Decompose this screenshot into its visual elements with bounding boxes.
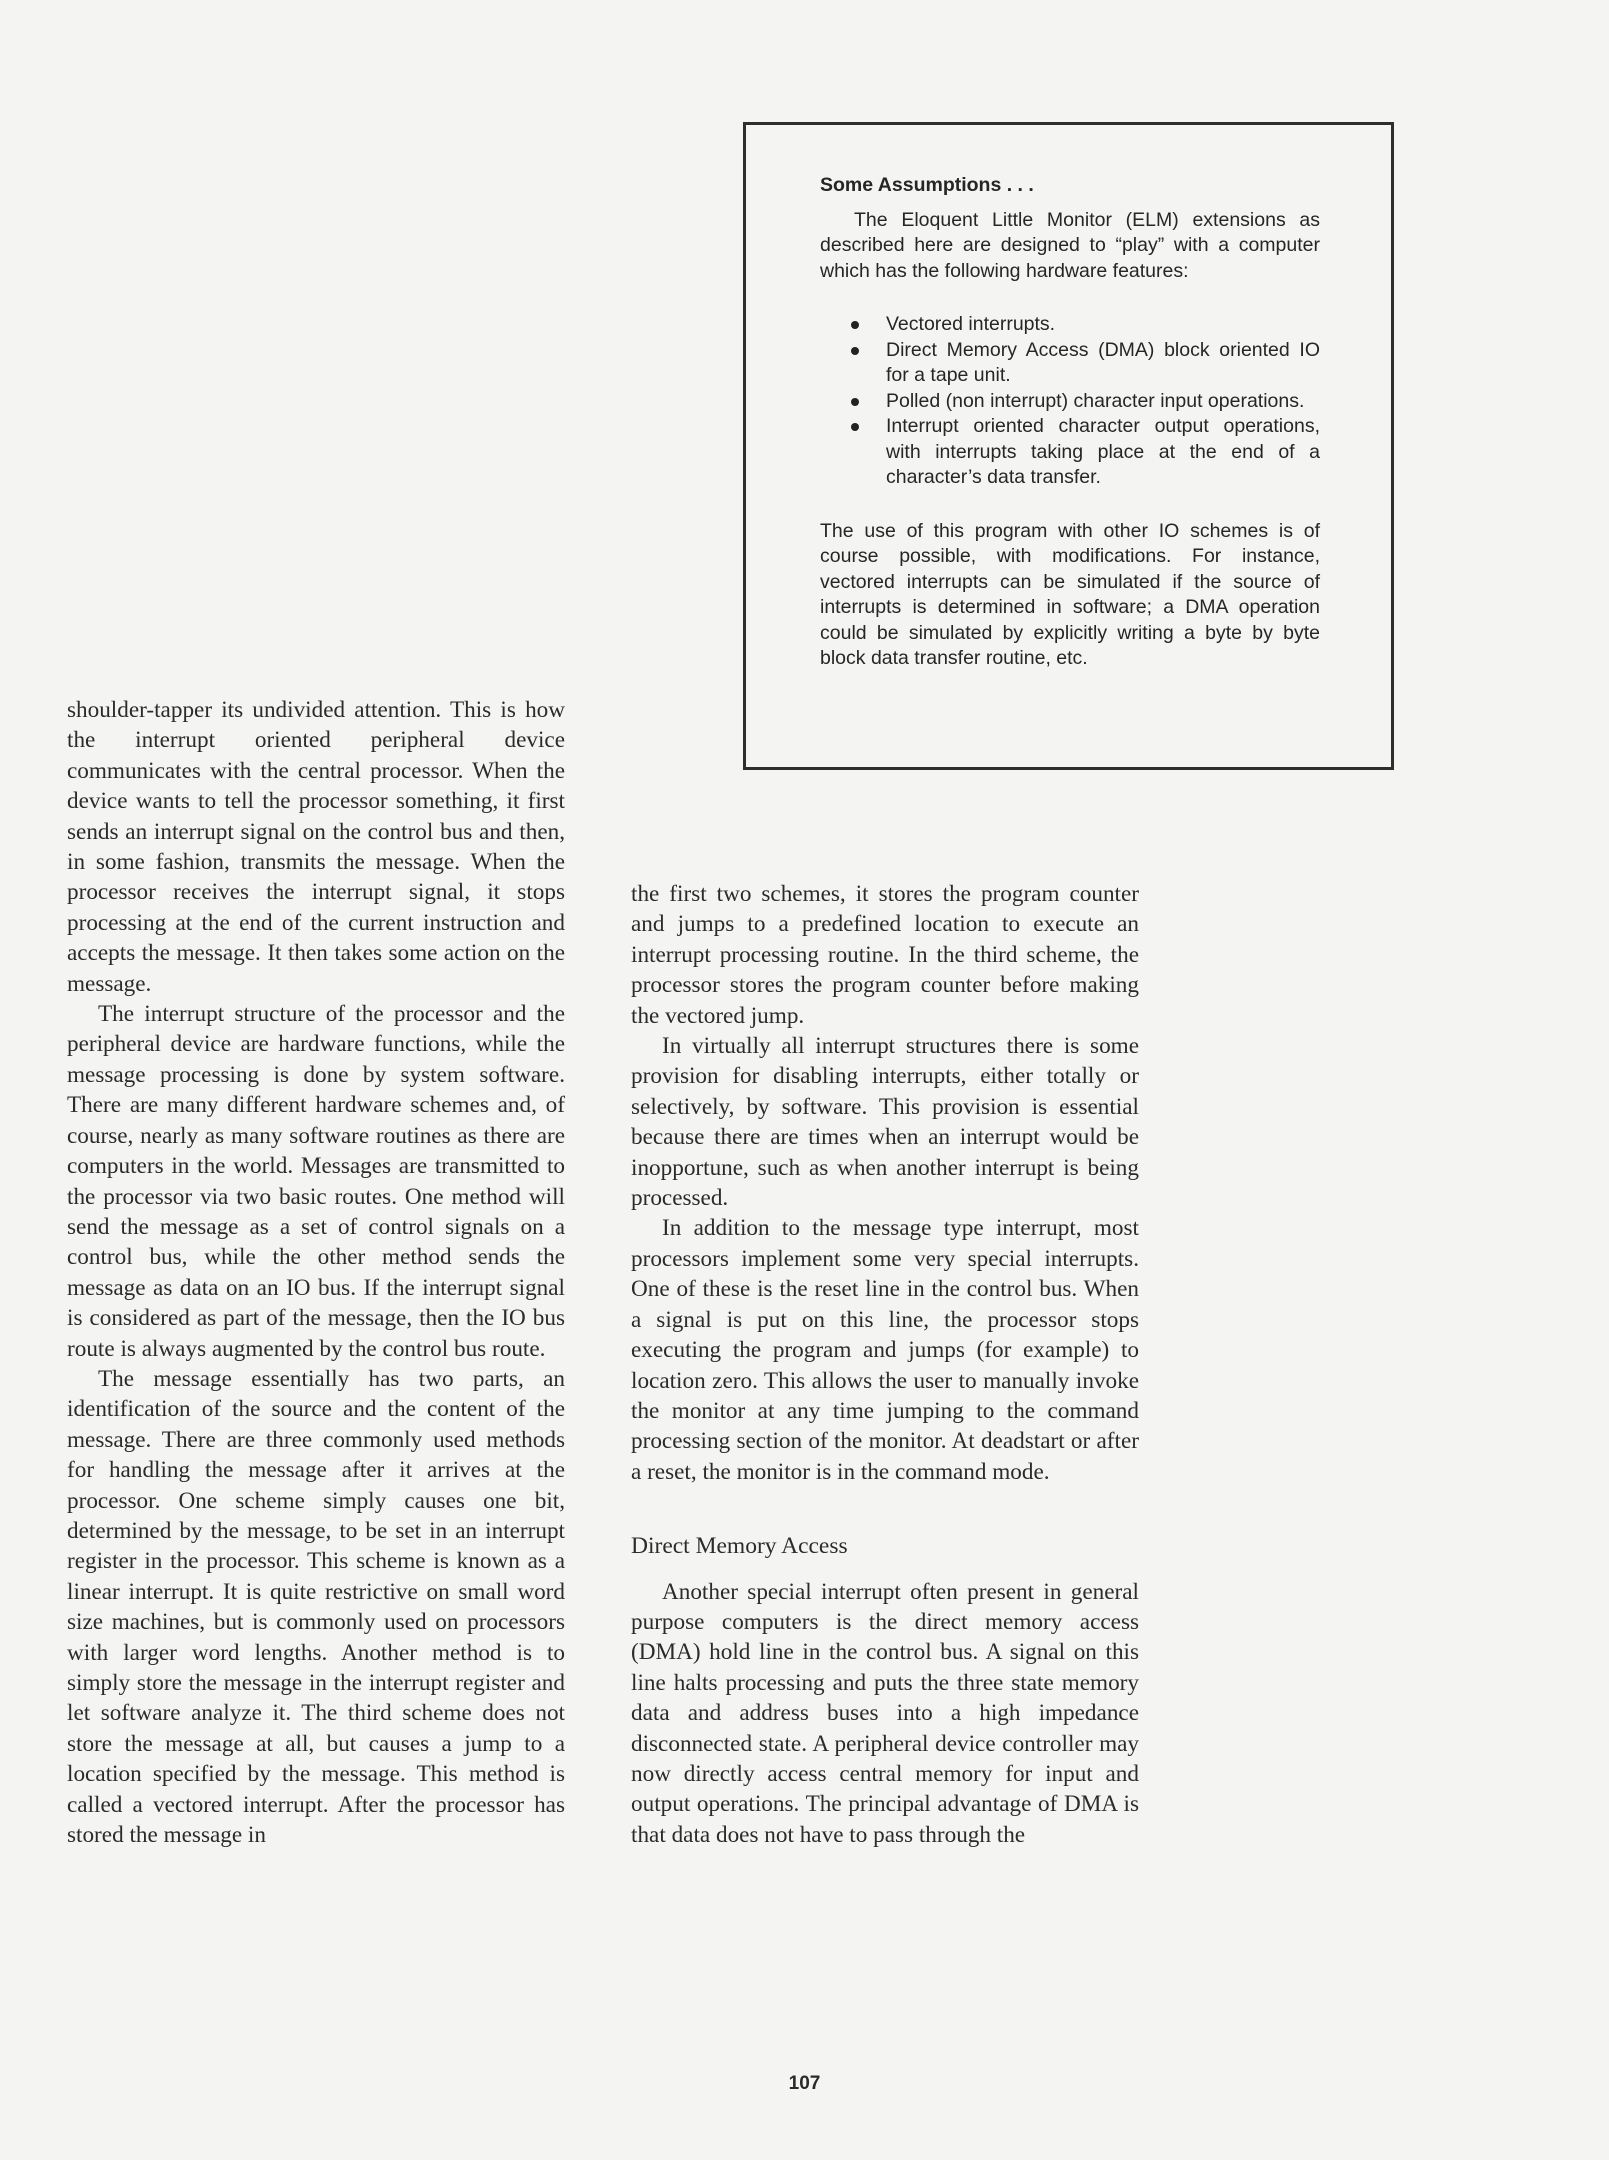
sidebar-closing: The use of this program with other IO schemes is of course possible, with modifications. For instance, vectored interrupts can be simulated if the source of interrupts is determined in software; a DMA operation could be simulated by explicitly writing a byte by byte block data transfer routine, etc.: [820, 519, 1320, 669]
body-paragraph: The interrupt structure of the processor and the peripheral device are hardware functions, while the message processing is done by system software. There are many different hardware schemes and, of course, nearly as many software routines as there are computers in the world. Messages are transmitted to the processor via two basic routes. One method will send the message as a set of control signals on a control bus, while the other method sends the message as data on an IO bus. If the interrupt signal is considered as part of the message, then the IO bus route is always augmented by the control bus route.: [67, 1001, 565, 1362]
list-item: [851, 389, 1320, 415]
list-item: [851, 338, 1320, 389]
page-number: 107: [788, 2073, 821, 2094]
body-paragraph: Another special interrupt often present in general purpose computers is the direct memory access (DMA) hold line in the control bus. A signal on this line halts processing and puts the three state memory data and address buses into a high impedance disconnected state. A peripheral device controller may now directly access central memory for input and output operations. The principal advantage of DMA is that data does not have to pass through the: [631, 1578, 1139, 1848]
bullet-text: Interrupt oriented character output operations, with interrupts taking place at the end of a character’s data transfer.: [886, 415, 1320, 488]
bullet-text: Direct Memory Access (DMA) block oriented IO for a tape unit.: [886, 338, 1320, 386]
body-paragraph: In virtually all interrupt structures there is some provision for disabling interrupts, either totally or selectively, by software. This provision is essential because there are times when an interrupt would be inopportune, such as when another interrupt is being processed.: [631, 1033, 1139, 1212]
sidebar-title: Some Assumptions . . .: [820, 174, 1034, 196]
sidebar-intro: The Eloquent Little Monitor (ELM) extensions as described here are designed to “play” with a computer which has the following hardware features:: [820, 208, 1320, 282]
right-column: [631, 879, 1139, 1850]
sidebar-content: [820, 173, 1320, 672]
bullet-icon: [851, 423, 859, 431]
sidebar-bullet-list: [820, 312, 1320, 491]
body-paragraph: shoulder-tapper its undivided attention. This is how the interrupt oriented peripheral device communicates with the central processor. When the device wants to tell the processor something, it first sends an interrupt signal on the control bus and then, in some fashion, transmits the message. When the processor receives the interrupt signal, it stops processing at the end of the current instruction and accepts the message. It then takes some action on the message.: [67, 697, 565, 997]
bullet-icon: [851, 321, 859, 329]
body-paragraph: The message essentially has two parts, an identification of the source and the content of the message. There are three commonly used methods for handling the message after it arrives at the processor. One scheme simply causes one bit, determined by the message, to be set in an interrupt register in the processor. This scheme is known as a linear interrupt. It is quite restrictive on small word size machines, but is commonly used on processors with larger word lengths. Another method is to simply store the message in the interrupt register and let software analyze it. The third scheme does not store the message at all, but causes a jump to a location specified by the message. This method is called a vectored interrupt. After the processor has stored the message in: [67, 1365, 565, 1849]
list-item: [851, 414, 1320, 491]
assumptions-sidebar: [743, 122, 1394, 770]
body-paragraph: the first two schemes, it stores the program counter and jumps to a predefined location to execute an interrupt processing routine. In the third scheme, the processor stores the program counter before making the vectored jump.: [631, 881, 1139, 1029]
list-item: [851, 312, 1320, 338]
bullet-icon: [851, 347, 859, 355]
bullet-icon: [851, 398, 859, 406]
bullet-text: Vectored interrupts.: [886, 313, 1056, 335]
body-paragraph: In addition to the message type interrupt, most processors implement some very special interrupts. One of these is the reset line in the control bus. When a signal is put on this line, the processor stops executing the program and jumps (for example) to location zero. This allows the user to manually invoke the monitor at any time jumping to the command processing section of the monitor. At deadstart or after a reset, the monitor is in the command mode.: [631, 1215, 1139, 1485]
section-heading-dma: Direct Memory Access: [631, 1533, 848, 1560]
left-column: [67, 695, 565, 1850]
bullet-text: Polled (non interrupt) character input operations.: [886, 389, 1305, 412]
